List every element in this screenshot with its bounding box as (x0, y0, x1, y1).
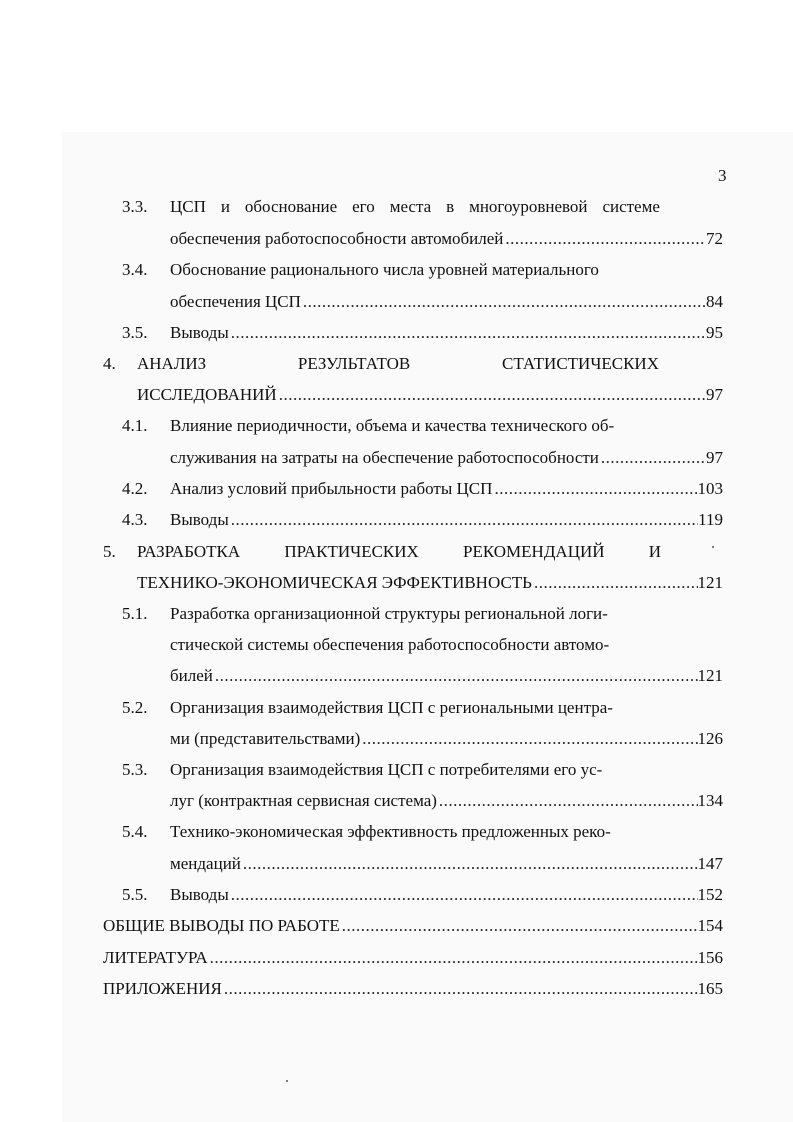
toc-title-line: обеспечения ЦСП (170, 292, 301, 311)
toc-leader-line (170, 664, 723, 688)
toc-entry-appendices[interactable] (103, 977, 723, 1001)
toc-entry-5-1[interactable] (122, 602, 662, 626)
toc-page: 134 (697, 791, 723, 810)
toc-leader-line (170, 852, 723, 876)
toc-leader-line (103, 914, 723, 938)
toc-title-line: Влияние периодичности, объема и качества технического об- (170, 416, 615, 435)
toc-number: 5.2. (122, 698, 148, 717)
toc-title-word: СТАТИСТИЧЕСКИХ (502, 354, 659, 373)
toc-title-word: ПРАКТИЧЕСКИХ (284, 542, 419, 561)
leader-dots (277, 383, 706, 407)
toc-title-line: ИССЛЕДОВАНИЙ (137, 385, 277, 404)
leader-dots (222, 977, 698, 1001)
toc-title: ОБЩИЕ ВЫВОДЫ ПО РАБОТЕ (103, 916, 340, 935)
toc-title-line: Технико-экономическая эффективность предложенных реко- (170, 822, 611, 841)
toc-page: 119 (698, 510, 723, 529)
toc-title-word: в (446, 197, 455, 216)
toc-page: 126 (697, 729, 723, 748)
toc-title-line: Организация взаимодействия ЦСП с потребителями его ус- (170, 760, 603, 779)
toc-leader-line (170, 446, 723, 470)
toc-page: 121 (697, 573, 723, 592)
toc-entry-4-3[interactable] (122, 508, 723, 532)
toc-page: 154 (697, 916, 723, 935)
toc-entry-3-5[interactable] (122, 321, 723, 345)
toc-title-line: обеспечения работоспособности автомобилей (170, 229, 504, 248)
toc-entry-5-3[interactable] (122, 758, 662, 782)
toc-title-line (137, 540, 661, 564)
toc-title: Анализ условий прибыльности работы ЦСП (170, 479, 493, 498)
toc-page: 156 (697, 948, 723, 967)
toc-page: 97 (706, 448, 723, 467)
toc-title: ПРИЛОЖЕНИЯ (103, 979, 222, 998)
toc-title-line: Обоснование рационального числа уровней материального (170, 260, 599, 279)
toc-leader-line (170, 789, 723, 813)
leader-dots (229, 883, 698, 907)
toc-number: 4.3. (122, 510, 148, 529)
leader-dots (599, 446, 706, 470)
toc-title-line: ТЕХНИКО-ЭКОНОМИЧЕСКАЯ ЭФФЕКТИВНОСТЬ (137, 573, 532, 592)
leader-dots (360, 727, 697, 751)
toc-leader-line (170, 727, 723, 751)
toc-leader-line (170, 883, 723, 907)
toc-title-line: Организация взаимодействия ЦСП с региональными центра- (170, 698, 613, 717)
toc-entry-4-1-cont[interactable] (170, 446, 723, 470)
toc-title: Выводы (170, 510, 229, 529)
toc-entry-4-2[interactable] (122, 477, 723, 501)
scan-speck (712, 546, 714, 548)
leader-dots (241, 852, 698, 876)
toc-title-word: системе (602, 197, 660, 216)
toc-entry-3-4-cont[interactable] (170, 290, 723, 314)
toc-chapter-4-cont[interactable] (137, 383, 723, 407)
toc-chapter-5[interactable] (103, 540, 663, 564)
toc-number: 5. (103, 542, 116, 561)
toc-entry-5-1-cont[interactable] (170, 633, 660, 657)
toc-page: 121 (697, 666, 723, 685)
toc-number: 4.1. (122, 416, 148, 435)
toc-number: 3.5. (122, 323, 148, 342)
toc-chapter-5-cont[interactable] (137, 571, 723, 595)
toc-title-line: мендаций (170, 854, 241, 873)
leader-dots (229, 508, 698, 532)
toc-leader-line (170, 290, 723, 314)
toc-title-word: места (389, 197, 432, 216)
toc-leader-line (170, 321, 723, 345)
toc-title-line (137, 352, 659, 376)
toc-title-line (170, 195, 660, 219)
toc-leader-line (137, 383, 723, 407)
toc-leader-line (170, 477, 723, 501)
toc-entry-5-4-cont[interactable] (170, 852, 723, 876)
toc-page: 147 (697, 854, 723, 873)
toc-number: 5.1. (122, 604, 148, 623)
toc-number: 3.3. (122, 197, 148, 216)
toc-number: 4. (103, 354, 116, 373)
toc-entry-literature[interactable] (103, 946, 723, 970)
toc-number: 4.2. (122, 479, 148, 498)
leader-dots (301, 290, 706, 314)
toc-entry-3-3[interactable] (122, 195, 662, 219)
toc-entry-3-3-cont[interactable] (170, 227, 723, 251)
toc-title-line: стической системы обеспечения работоспособности автомо- (170, 635, 610, 654)
toc-page: 72 (706, 229, 723, 248)
toc-title: Выводы (170, 323, 229, 342)
toc-page: 152 (697, 885, 723, 904)
toc-entry-5-2[interactable] (122, 696, 662, 720)
toc-title-line: билей (170, 666, 213, 685)
toc-entry-5-4[interactable] (122, 820, 662, 844)
toc-title-word: АНАЛИЗ (137, 354, 207, 373)
toc-entry-5-2-cont[interactable] (170, 727, 723, 751)
toc-title-word: обоснование (244, 197, 338, 216)
toc-title-line: луг (контрактная сервисная система) (170, 791, 437, 810)
toc-number: 5.4. (122, 822, 148, 841)
toc-leader-line (170, 508, 723, 532)
toc-entry-3-4[interactable] (122, 258, 662, 282)
toc-number: 3.4. (122, 260, 148, 279)
scan-speck (286, 1080, 288, 1082)
leader-dots (340, 914, 698, 938)
page-number: 3 (718, 166, 727, 185)
toc-entry-4-1[interactable] (122, 414, 662, 438)
toc-number: 5.5. (122, 885, 148, 904)
toc-page: 97 (706, 385, 723, 404)
toc-entry-conclusions[interactable] (103, 914, 723, 938)
leader-dots (213, 664, 698, 688)
leader-dots (229, 321, 706, 345)
toc-page: 84 (706, 292, 723, 311)
toc-page: 165 (697, 979, 723, 998)
toc-title-word: многоуровневой (469, 197, 588, 216)
toc-page: 103 (697, 479, 723, 498)
toc-entry-5-1-cont2[interactable] (170, 664, 723, 688)
toc-number: 5.3. (122, 760, 148, 779)
toc-title-line: служивания на затраты на обеспечение работоспособности (170, 448, 599, 467)
toc-entry-5-5[interactable] (122, 883, 723, 907)
toc-title-word: РЕКОМЕНДАЦИЙ (463, 542, 605, 561)
toc-title: Выводы (170, 885, 229, 904)
toc-leader-line (170, 227, 723, 251)
toc-title-word: РАЗРАБОТКА (137, 542, 241, 561)
leader-dots (532, 571, 698, 595)
toc-title-line: ми (представительствами) (170, 729, 361, 748)
toc-chapter-4[interactable] (103, 352, 663, 376)
toc-title-word: ЦСП (170, 197, 206, 216)
toc-title-word: И (648, 542, 661, 561)
toc-title-word: РЕЗУЛЬТАТОВ (297, 354, 411, 373)
toc-leader-line (103, 946, 723, 970)
toc-title-word: его (352, 197, 375, 216)
toc-title-line: Разработка организационной структуры региональной логи- (170, 604, 608, 623)
leader-dots (492, 477, 697, 501)
leader-dots (503, 227, 706, 251)
toc-title-word: и (220, 197, 230, 216)
toc-title: ЛИТЕРАТУРА (103, 948, 208, 967)
toc-entry-5-3-cont[interactable] (170, 789, 723, 813)
toc-leader-line (137, 571, 723, 595)
toc-leader-line (103, 977, 723, 1001)
leader-dots (208, 946, 698, 970)
toc-page: 95 (706, 323, 723, 342)
leader-dots (437, 789, 698, 813)
